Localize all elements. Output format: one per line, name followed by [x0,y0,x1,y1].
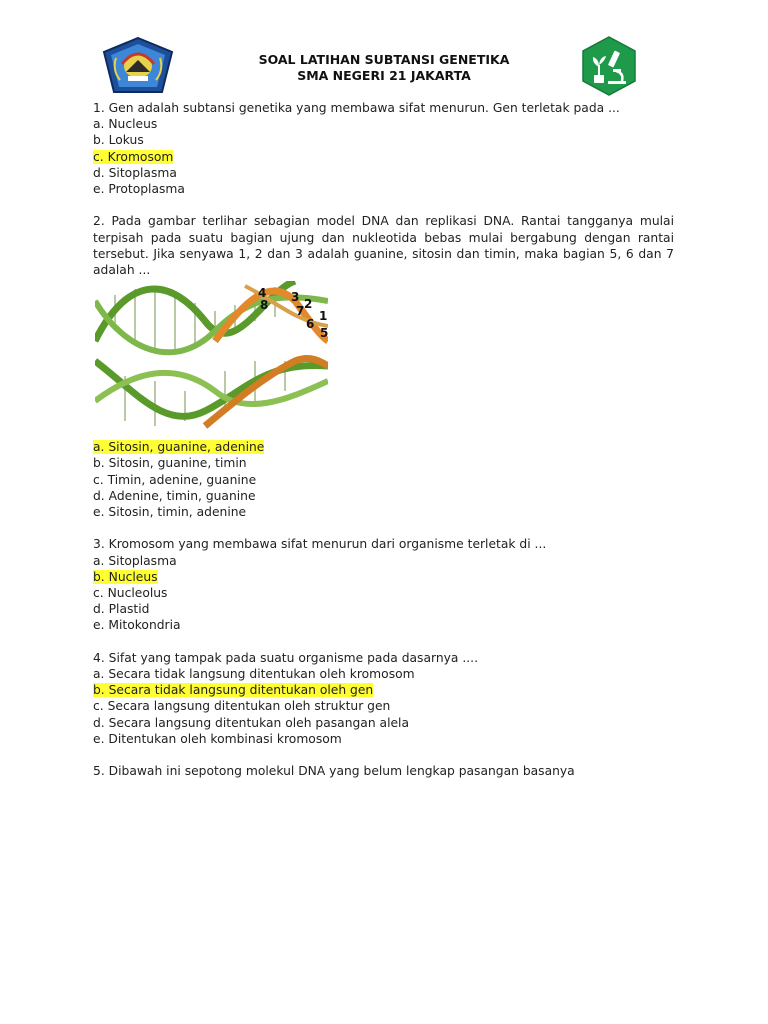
question-1-option-e: e. Protoplasma [93,182,185,197]
question-4-option-d: d. Secara langsung ditentukan oleh pasangan alela [93,715,410,730]
dna-label-5: 5 [320,326,328,341]
question-2-option-e: e. Sitosin, timin, adenine [93,505,247,520]
question-3-option-a: a. Sitoplasma [93,553,177,568]
highlighted-answer: b. Secara tidak langsung ditentukan oleh gen [93,683,374,698]
dna-label-6: 6 [306,317,315,332]
dna-helix-illustration [95,281,328,434]
dna-replication-image [93,281,333,439]
question-2-text: 2. Pada gambar terlihar sebagian model DNA dan replikasi DNA. Rantai tangganya mulai terpisah pada suatu bagian ujung dan nukleotida bebas mulai bergabung dengan rantai tersebut. Jika senyawa 1, 2 dan 3 adalah guanine, sitosin dan timin, maka bagian 5, 6 dan 7 adalah ... [93,214,674,278]
dna-label-2: 2 [304,297,313,312]
title-line-1: SOAL LATIHAN SUBTANSI GENETIKA [258,52,510,67]
question-4-option-e: e. Ditentukan oleh kombinasi kromosom [93,731,342,746]
question-1-text: 1. Gen adalah subtansi genetika yang membawa sifat menurun. Gen terletak pada ... [93,101,620,115]
question-list [93,100,674,779]
question-3-option-d: d. Plastid [93,602,150,617]
question-4-option-c: c. Secara langsung ditentukan oleh struktur gen [93,699,391,714]
question-2-option-a [93,439,674,455]
question-4-text: 4. Sifat yang tampak pada suatu organisme pada dasarnya .... [93,650,478,665]
dna-label-3: 3 [291,290,300,305]
question-3-text: 3. Kromosom yang membawa sifat menurun dari organisme terletak di ... [93,537,547,552]
title-line-2: SMA NEGERI 21 JAKARTA [297,68,471,83]
question-1-option-d: d. Sitoplasma [93,165,177,180]
highlighted-answer: b. Nucleus [93,569,158,584]
question-3-option-b [93,569,674,585]
school-emblem-icon [102,36,174,94]
page-header [184,52,584,84]
biology-lab-icon [580,35,638,97]
question-1-option-c [93,149,674,165]
question-3-option-c: c. Nucleolus [93,586,168,601]
dna-label-7: 7 [296,304,305,319]
dna-label-8: 8 [260,298,269,313]
question-4-option-b [93,682,674,698]
highlighted-answer: a. Sitosin, guanine, adenine [93,440,265,455]
dna-label-1: 1 [319,309,328,324]
question-5-text: 5. Dibawah ini sepotong molekul DNA yang belum lengkap pasangan basanya [93,764,575,779]
question-2-option-c: c. Timin, adenine, guanine [93,472,257,487]
highlighted-answer: c. Kromosom [93,149,174,164]
question-4-option-a: a. Secara tidak langsung ditentukan oleh kromosom [93,667,415,682]
question-1-option-a: a. Nucleus [93,117,158,132]
question-2-option-b: b. Sitosin, guanine, timin [93,456,247,471]
question-2-option-d: d. Adenine, timin, guanine [93,488,256,503]
question-1-option-b: b. Lokus [93,133,144,148]
question-3-option-e: e. Mitokondria [93,618,181,633]
dna-label-4: 4 [258,286,267,301]
